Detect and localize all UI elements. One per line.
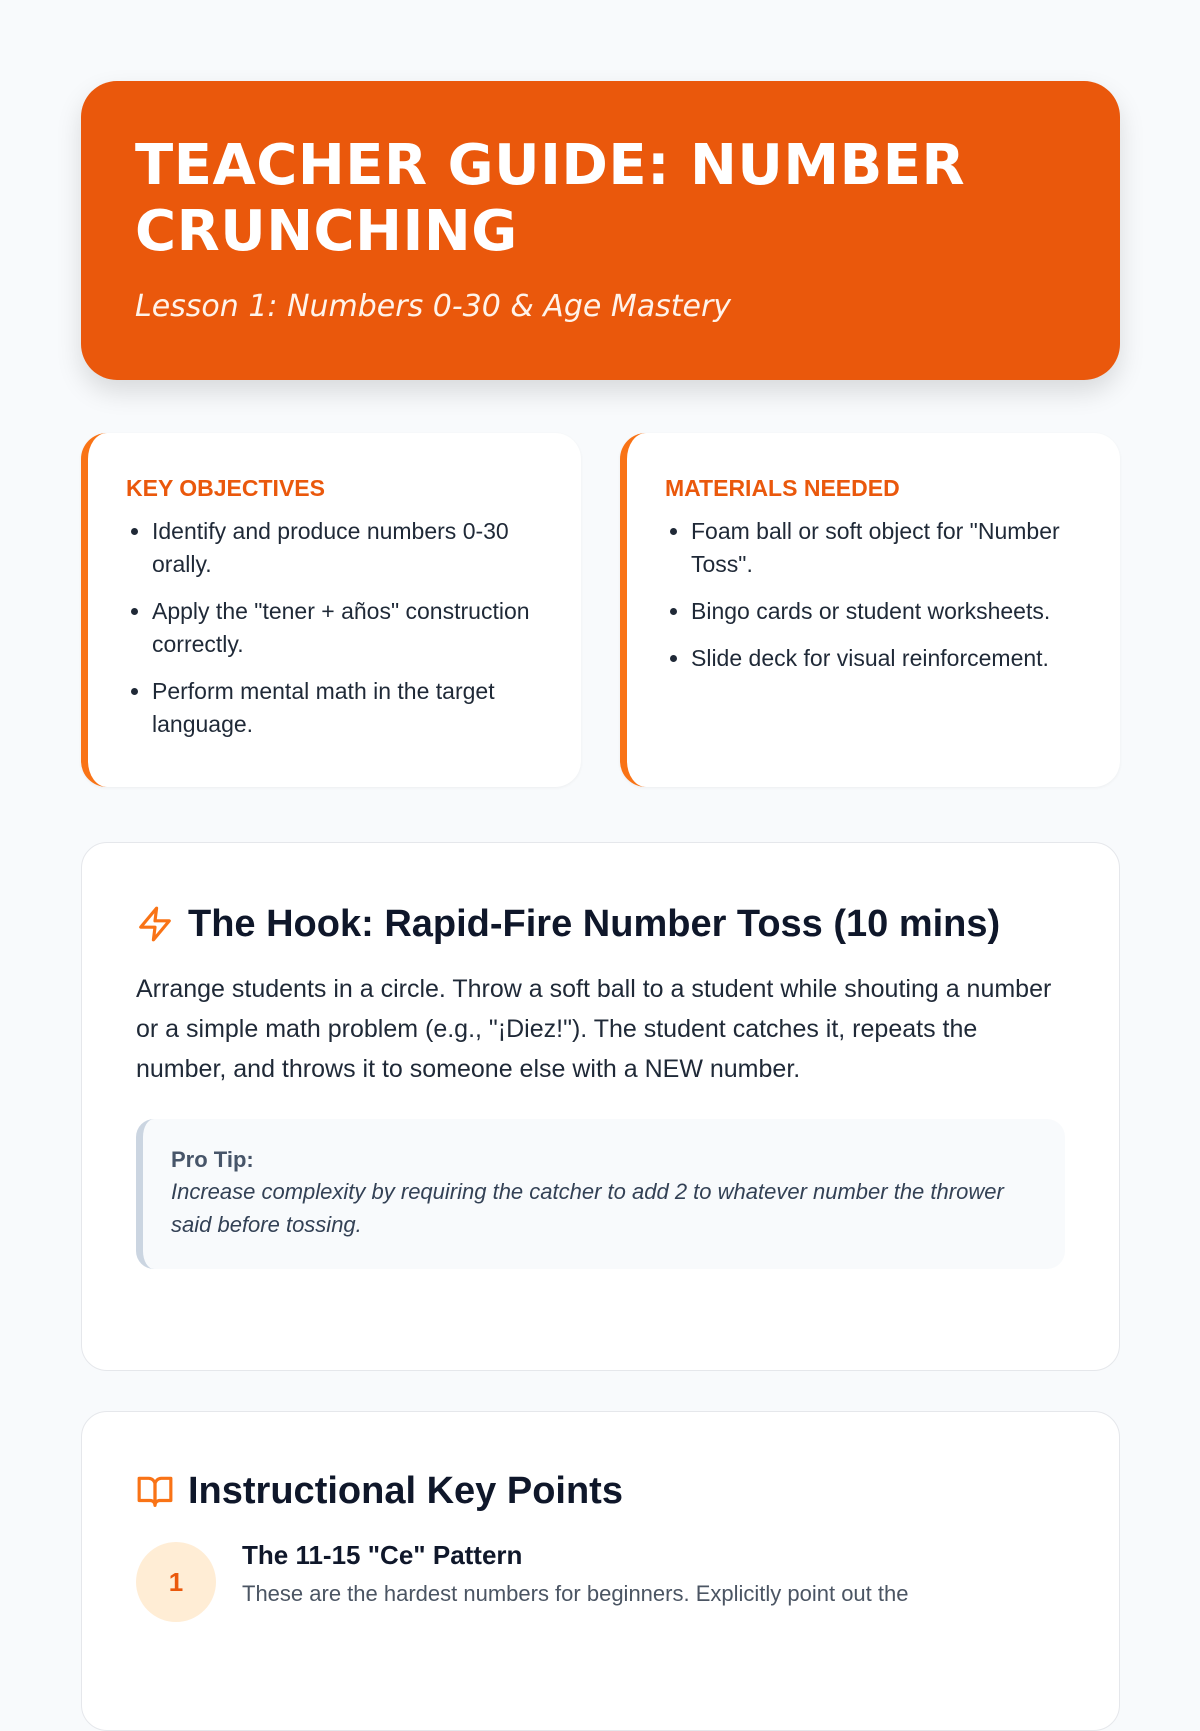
list-item: • Foam ball or soft object for "Number Toss". [691, 515, 1090, 581]
key-point-title: The 11-15 "Ce" Pattern [242, 1540, 523, 1570]
key-points-section [81, 1411, 1120, 1731]
key-points-header [136, 1468, 1065, 1514]
key-point-text: These are the hardest numbers for beginners. Explicitly point out the [242, 1581, 909, 1606]
pro-tip-text: Increase complexity by requiring the catcher to add 2 to whatever number the thrower said before tossing. [171, 1179, 1004, 1237]
lightning-icon [136, 905, 174, 943]
key-objectives-card [81, 433, 581, 787]
key-point-item [136, 1538, 1065, 1622]
list-item: • Identify and produce numbers 0-30 orally. [152, 515, 551, 581]
key-objectives-list [126, 515, 551, 741]
hook-title: The Hook: Rapid-Fire Number Toss (10 mins) [188, 903, 1001, 945]
pro-tip-label: Pro Tip: [171, 1147, 254, 1172]
list-item: • Apply the "tener + años" construction correctly. [152, 595, 551, 661]
hook-description: Arrange students in a circle. Throw a soft ball to a student while shouting a number or a simple math problem (e.g., "¡Diez!"). The student catches it, repeats the number, and throws it to someone else with a NEW number. [136, 975, 1052, 1083]
list-item: • Perform mental math in the target language. [152, 675, 551, 741]
materials-list [665, 515, 1090, 675]
teacher-guide-page [81, 81, 1120, 1606]
key-points-title: Instructional Key Points [188, 1470, 623, 1512]
materials-title: MATERIALS NEEDED [665, 475, 900, 501]
pro-tip-callout [136, 1119, 1065, 1269]
hook-header [136, 901, 1065, 947]
hook-section [81, 842, 1120, 1371]
key-point-number-badge: 1 [136, 1542, 216, 1622]
key-point-content [242, 1538, 908, 1622]
page-title: TEACHER GUIDE: NUMBER CRUNCHING [135, 133, 966, 264]
page-subtitle: Lesson 1: Numbers 0-30 & Age Mastery [135, 289, 732, 324]
guide-header [81, 81, 1120, 380]
key-objectives-title: KEY OBJECTIVES [126, 475, 325, 501]
materials-card [620, 433, 1120, 787]
open-book-icon [136, 1472, 174, 1510]
list-item: • Slide deck for visual reinforcement. [691, 642, 1090, 675]
overview-cards [81, 433, 1120, 787]
list-item: • Bingo cards or student worksheets. [691, 595, 1090, 628]
